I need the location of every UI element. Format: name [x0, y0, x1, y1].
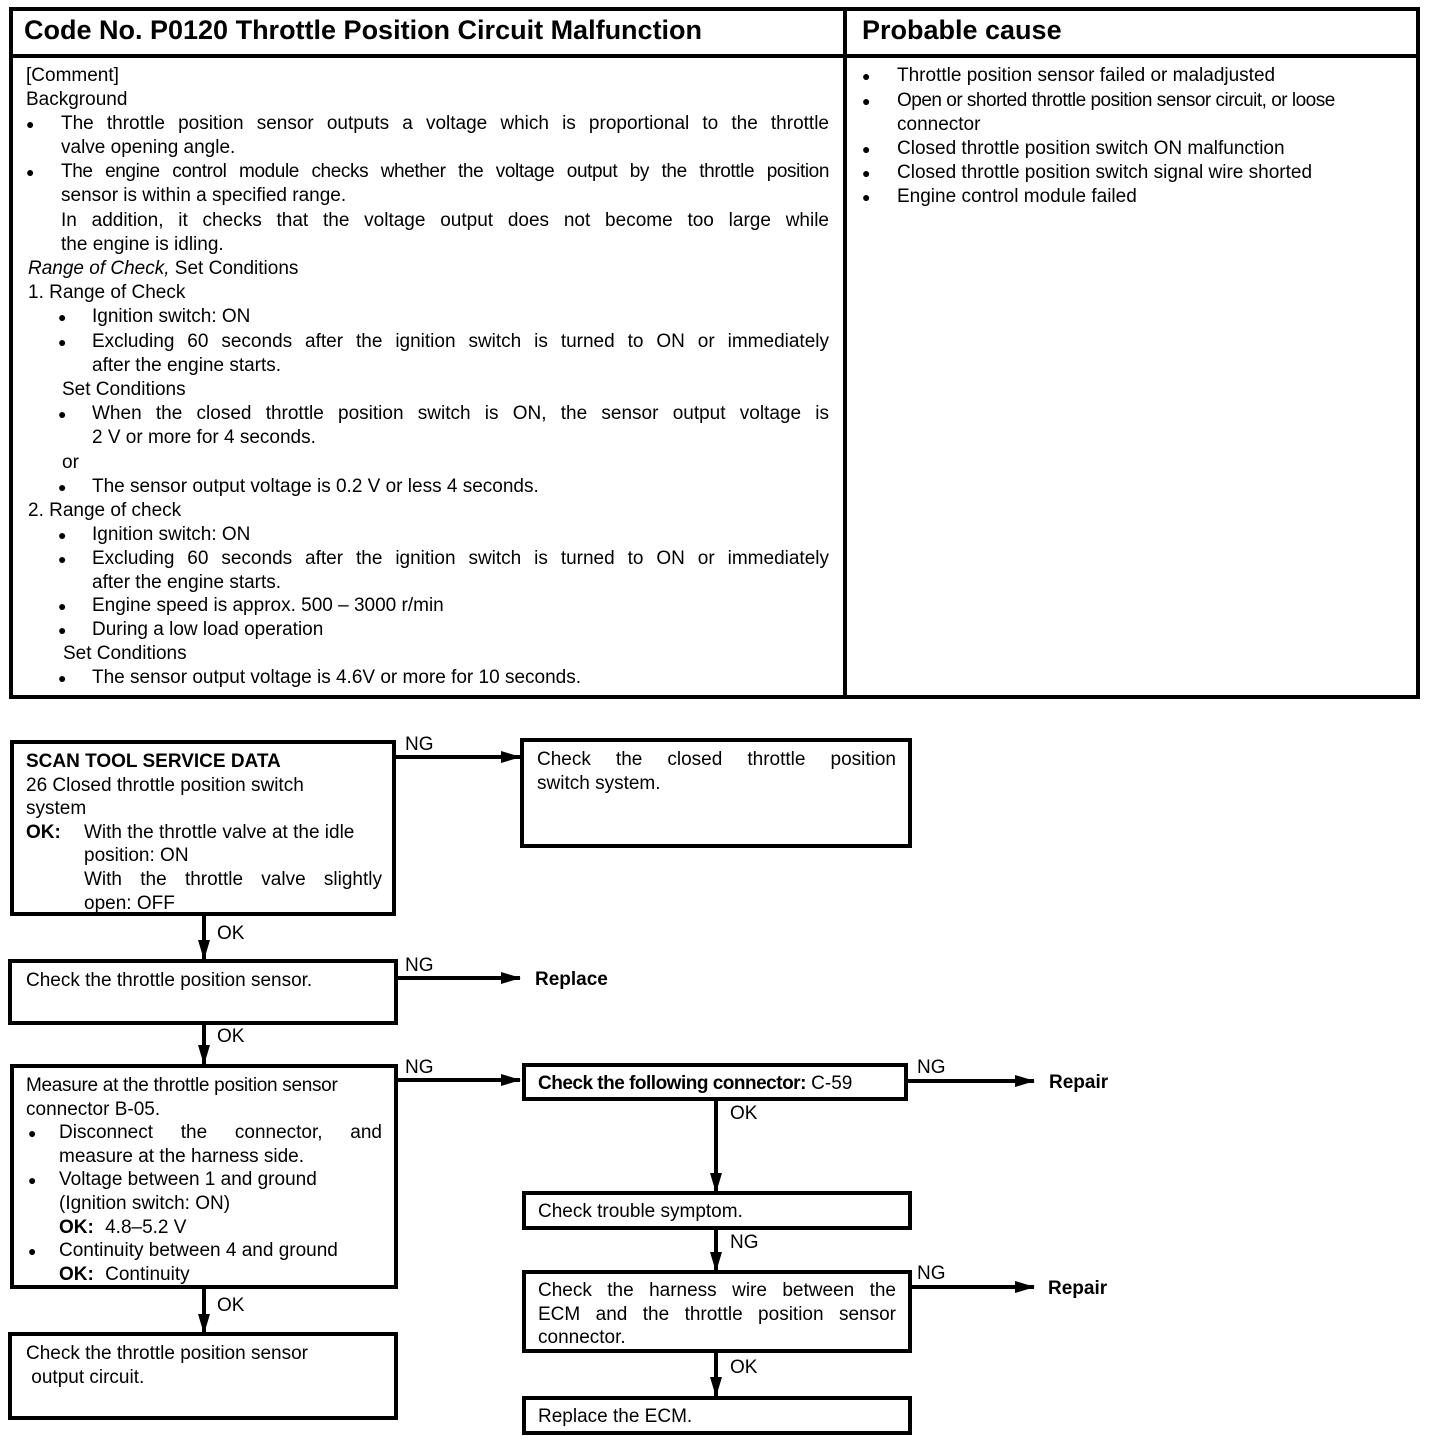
range-1-item-1: Ignition switch: ON — [92, 306, 251, 327]
measure-connector-box — [10, 1064, 398, 1289]
range-1-set-item-2: The sensor output voltage is 0.2 V or less 4 seconds. — [92, 476, 539, 497]
range-1-set-heading: Set Conditions — [62, 379, 186, 400]
measure-item-1-line-1: Disconnect the connector, and — [59, 1122, 382, 1144]
measure-item-1 — [26, 1121, 382, 1145]
range-1-set-item-1-line-2: 2 V or more for 4 seconds. — [92, 427, 316, 448]
scan-tool-line-6: open: OFF — [84, 892, 175, 914]
ng-label: NG — [917, 1263, 946, 1284]
scan-tool-line-5: With the throttle valve slightly — [84, 868, 382, 890]
replace-ecm-text: Replace the ECM. — [538, 1406, 693, 1427]
measure-ok-2-value: Continuity — [105, 1263, 190, 1285]
check-tps-text: Check the throttle position sensor. — [26, 970, 313, 991]
range-2-set-item-1: The sensor output voltage is 4.6V or more for 10 seconds. — [92, 667, 581, 688]
measure-item-2-line-1: Voltage between 1 and ground — [59, 1169, 317, 1191]
measure-ok-2-label: OK: — [59, 1263, 94, 1285]
replace-ecm-box — [522, 1396, 912, 1435]
ok-label: OK — [217, 1026, 245, 1047]
cause-4: Closed throttle position switch signal wire shorted — [897, 162, 1313, 183]
background-item-1-line-1: The throttle position sensor outputs a voltage which is proportional to the throttle — [61, 113, 829, 134]
scan-tool-line-4: position: ON — [84, 845, 189, 867]
range-1-item-2-line-2: after the engine starts. — [92, 355, 282, 376]
ng-label: NG — [405, 1057, 434, 1078]
check-closed-line-2: switch system. — [537, 772, 661, 794]
check-closed-switch-box — [520, 738, 912, 848]
background-item-2-line-4: the engine is idling. — [61, 234, 224, 255]
ok-label: OK — [217, 1295, 245, 1316]
scan-ok-row — [26, 821, 382, 845]
measure-ok-1-row — [26, 1216, 382, 1240]
check-output-line-2: output circuit. — [26, 1366, 145, 1388]
range-1-item-2-line-1: Excluding 60 seconds after the ignition switch is turned to ON or immediately — [92, 331, 829, 352]
measure-line-1: Measure at the throttle position sensor — [26, 1075, 338, 1096]
harness-line-1: Check the harness wire between the — [538, 1280, 896, 1301]
range-2-item-2-line-1: Excluding 60 seconds after the ignition switch is turned to ON or immediately — [92, 548, 829, 569]
range-2-set-heading: Set Conditions — [63, 643, 187, 664]
measure-item-1-line-2: measure at the harness side. — [59, 1145, 305, 1167]
scan-ok-label: OK: — [26, 821, 61, 843]
ng-label: NG — [917, 1057, 946, 1078]
range-heading-italic: Range of Check, — [28, 258, 170, 279]
background-item-1-line-2: valve opening angle. — [61, 137, 236, 158]
ok-label: OK — [730, 1357, 758, 1378]
range-2-item-4: During a low load operation — [92, 619, 324, 640]
cause-5: Engine control module failed — [897, 186, 1137, 207]
comment-tag: [Comment] — [26, 65, 119, 86]
check-symptom-box — [522, 1191, 912, 1230]
cause-1: Throttle position sensor failed or maladjusted — [897, 65, 1276, 86]
measure-item-3-line-1: Continuity between 4 and ground — [59, 1240, 338, 1262]
range-2-item-1: Ignition switch: ON — [92, 524, 251, 545]
cause-2-line-1: Open or shorted throttle position sensor circuit, or loose — [897, 90, 1335, 111]
measure-item-2 — [26, 1168, 382, 1192]
connector-id: C-59 — [805, 1073, 853, 1094]
measure-ok-2-row — [26, 1263, 382, 1287]
cause-3: Closed throttle position switch ON malfunction — [897, 138, 1285, 159]
ok-label: OK — [730, 1103, 758, 1124]
code-title: Code No. P0120 Throttle Position Circuit Malfunction — [24, 15, 703, 45]
scan-tool-line-3: With the throttle valve at the idle — [84, 821, 355, 843]
background-heading: Background — [26, 89, 128, 110]
harness-line-2: ECM and the throttle position sensor — [538, 1303, 896, 1325]
repair-label-1: Repair — [1049, 1072, 1109, 1093]
range-2-item-3: Engine speed is approx. 500 – 3000 r/min — [92, 595, 444, 616]
measure-ok-1-label: OK: — [59, 1216, 94, 1238]
measure-item-2-line-2: (Ignition switch: ON) — [59, 1192, 231, 1214]
symptom-text: Check trouble symptom. — [538, 1201, 743, 1222]
background-item-2-line-1: The engine control module checks whether the voltage output by the throttle position — [61, 161, 829, 182]
range-2-title: 2. Range of check — [28, 500, 182, 521]
or-label: or — [62, 452, 79, 473]
ok-label: OK — [217, 923, 245, 944]
harness-line-3: connector. — [538, 1327, 626, 1349]
cause-2-line-2: connector — [897, 114, 981, 135]
ng-label: NG — [405, 734, 434, 755]
connector-label: Check the following connector: — [538, 1073, 806, 1094]
ng-label: NG — [730, 1232, 759, 1253]
repair-label-2: Repair — [1048, 1278, 1108, 1299]
check-harness-box — [522, 1270, 912, 1353]
check-connector-box — [522, 1063, 908, 1101]
range-1-set-item-1-line-1: When the closed throttle position switch is ON, the sensor output voltage is — [92, 403, 829, 424]
scan-tool-box — [10, 740, 396, 916]
range-2-item-2-line-2: after the engine starts. — [92, 572, 282, 593]
probable-cause-title: Probable cause — [862, 15, 1062, 45]
scan-tool-title: SCAN TOOL SERVICE DATA — [26, 751, 281, 772]
check-closed-line-1: Check the closed throttle position — [537, 749, 896, 770]
scan-tool-line-2: system — [26, 798, 87, 820]
check-output-line-1: Check the throttle position sensor — [26, 1343, 308, 1364]
scan-tool-line-1: 26 Closed throttle position switch — [26, 774, 304, 796]
check-tps-box — [8, 959, 398, 1025]
set-heading-text: Set Conditions — [169, 258, 299, 279]
replace-label: Replace — [535, 969, 608, 990]
ng-label: NG — [405, 955, 434, 976]
background-item-2-line-3: In addition, it checks that the voltage output does not become too large while — [61, 210, 829, 231]
measure-ok-1-value: 4.8–5.2 V — [105, 1216, 187, 1238]
check-output-circuit-box — [8, 1332, 398, 1420]
measure-item-3 — [26, 1239, 382, 1263]
background-item-2-line-2: sensor is within a specified range. — [61, 185, 347, 206]
range-1-title: 1. Range of Check — [28, 282, 186, 303]
measure-line-2: connector B-05. — [26, 1098, 161, 1120]
